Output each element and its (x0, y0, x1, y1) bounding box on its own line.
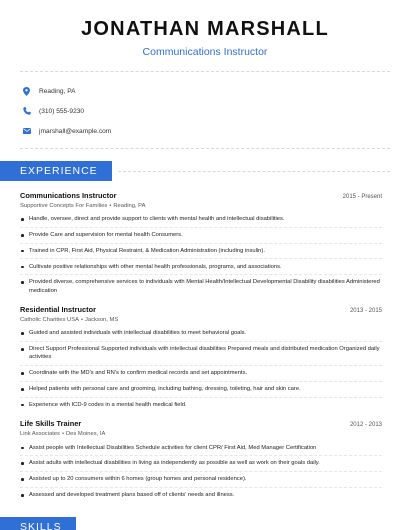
job-entry (20, 191, 382, 298)
job-bullet: Cultivate positive relationships with other mental health professionals, programs, and associations. (20, 258, 382, 274)
skills-heading: SKILLS (0, 517, 76, 530)
job-employer (20, 431, 382, 437)
job-bullets (20, 326, 382, 412)
job-bullet: Trained in CPR, First Aid, Physical Restraint, & Medication Administration (including insulin). (20, 243, 382, 259)
skills-section-header (0, 517, 410, 530)
contact-list (0, 72, 410, 140)
job-bullet: Guided and assisted individuals with intellectual disabilities to meet behavioral goals. (20, 326, 382, 341)
section-divider (118, 171, 390, 172)
job-entry (20, 305, 382, 412)
employer-name: Catholic Charities USA (20, 317, 79, 324)
job-bullet: Experience with ICD-9 codes in a mental health medical field. (20, 397, 382, 413)
contact-email (22, 122, 410, 140)
employer-location: Jackson, MS (85, 317, 119, 324)
job-bullet: Assisted up to 20 consumers within 6 homes (group homes and personal residence). (20, 471, 382, 487)
job-dates: 2013 - 2015 (349, 308, 382, 315)
phone-icon (22, 107, 31, 116)
job-bullet: Provided diverse, comprehensive services to individuals with Mental Health/Intellectual Developmental Disability disabilities Administered medication (20, 274, 382, 298)
contact-email-text: jmarshall@example.com (39, 127, 112, 135)
job-bullet: Assist adults with intellectual disabilities in living as independently as possible as well as work on their goals daily. (20, 455, 382, 471)
contact-phone (22, 102, 410, 120)
experience-list (0, 191, 410, 503)
job-bullet: Provide Care and supervision for mental health Consumers. (20, 227, 382, 243)
job-bullet: Assessed and developed treatment plans based off of clients' needs and illness. (20, 487, 382, 503)
job-bullet: Helped patients with personal care and grooming, including bathing, dressing, toileting, hair and skin care. (20, 381, 382, 397)
contact-location-text: Reading, PA (39, 87, 76, 95)
employer-location: Des Moines, IA (66, 431, 106, 438)
job-employer (20, 317, 382, 323)
separator-dot: • (109, 203, 112, 209)
employer-name: Supportive Concepts For Families (20, 203, 108, 209)
job-dates: 2015 - Present (342, 194, 382, 200)
job-bullets (20, 440, 382, 502)
job-bullet: Direct Support Professional Supported individuals with intellectual disabilities Prepared meals and distributed medication Organized daily activities (20, 341, 382, 365)
job-entry (20, 419, 382, 502)
employer-location: Reading, PA (113, 203, 146, 209)
job-title-heading: Communications Instructor (142, 46, 268, 58)
job-employer (20, 203, 382, 209)
job-bullet: Coordinate with the MD's and RN's to confirm medical records and set appointments. (20, 365, 382, 381)
job-dates: 2012 - 2013 (349, 422, 382, 429)
job-bullet: Assist people with Intellectual Disabilities Schedule activities for client CPR/ First Aid, Med Manager Certification (20, 440, 382, 455)
employer-name: Link Associates (20, 431, 60, 438)
job-title: Residential Instructor (20, 305, 96, 315)
experience-heading: EXPERIENCE (0, 161, 112, 181)
job-title: Communications Instructor (20, 191, 117, 200)
candidate-name: JONATHAN MARSHALL (81, 18, 329, 40)
separator-dot: • (61, 431, 64, 438)
contact-location (22, 82, 410, 100)
job-bullets (20, 212, 382, 298)
job-title: Life Skills Trainer (20, 419, 82, 429)
location-pin-icon (22, 87, 31, 96)
job-bullet: Handle, oversee, direct and provide support to clients with mental health and intellectual disabilities. (20, 212, 382, 227)
experience-section-header (0, 161, 410, 181)
resume-header (0, 0, 410, 58)
contact-phone-text: (310) 555-9230 (39, 107, 85, 115)
contact-divider (20, 148, 390, 149)
separator-dot: • (80, 317, 83, 324)
email-icon (22, 127, 31, 136)
